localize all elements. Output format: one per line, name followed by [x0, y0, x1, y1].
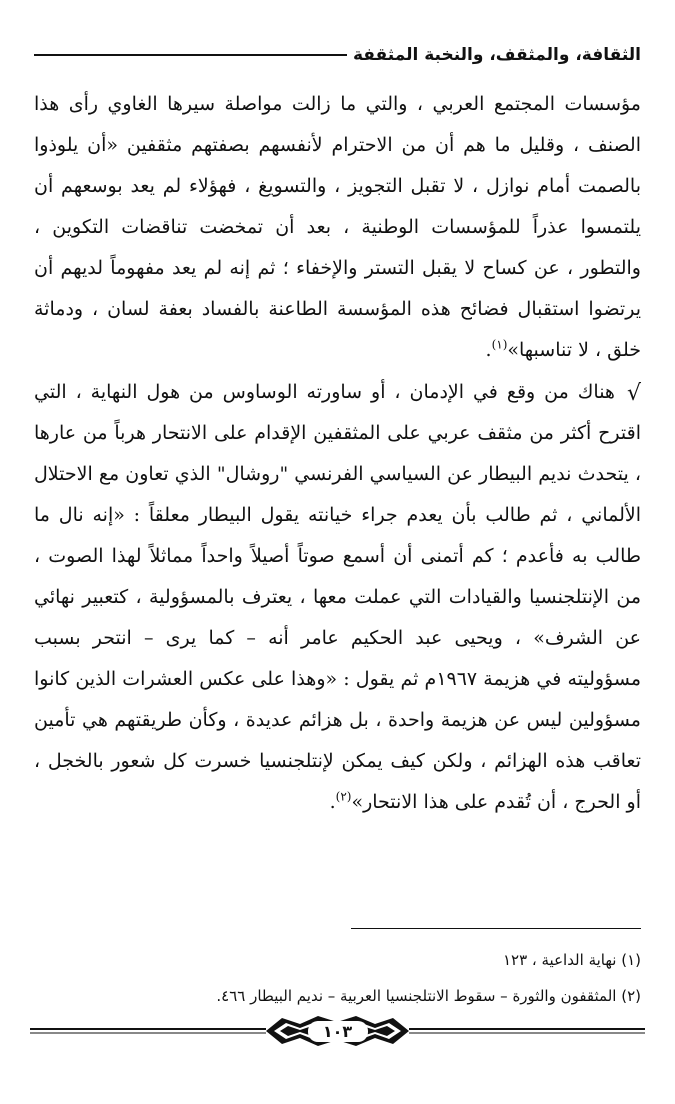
paragraph-end: .: [485, 339, 492, 361]
footnote-separator: [351, 928, 641, 929]
paragraph-1: [34, 84, 641, 371]
paragraph-text: مؤسسات المجتمع العربي ، والتي ما زالت مواصلة سيرها الغاوي رأى هذا الصنف ، وقليل ما هم أن من الاحترام لأنفسهم بصفتهم مثقفين «أن يلوذوا بالصمت أمام نوازل ، لا تقبل التجويز ، والتسويغ ، فهؤلاء لم يعد بوسعهم أن يلتمسوا عذراً للمؤسسات الوطنية ، بعد أن تمخضت تناقضات التكوين ، والتطور ، عن كساح لا يقبل التستر والإخفاء ؛ ثم إنه لم يعد مفهوماً لديهم أن يرتضوا استقبال فضائح هذه المؤسسة الطاعنة بالفساد بعفة لسان ، ودماثة خلق ، لا تناسبها»: [34, 93, 641, 361]
paragraph-text: هناك من وقع في الإدمان ، أو ساورته الوساوس من هول النهاية ، التي اقترح أكثر من مثقف عربي على المثقفين الإقدام على الانتحار هرباً من عارها ، يتحدث نديم البيطار عن السياسي الفرنسي "روشال" الذي تعاون مع الاحتلال الألماني ، ثم طالب بأن يعدم جراء خيانته يقول البيطار معلقاً : «إنه نال ما طالب به فأعدم ؛ كم أتمنى أن أسمع صوتاً أصيلاً واحداً مماثلاً لهذا الصوت ، من الإنتلجنسيا والقيادات التي عملت معها ، يعترف بالمسؤولية ، كتعبير نهائي عن الشرف» ، ويحيى عبد الحكيم عامر أنه – كما يرى – انتحر بسبب مسؤوليته في هزيمة ١٩٦٧م ثم يقول : «وهذا على عكس العشرات الذين كانوا مسؤولين ليس عن هزيمة واحدة ، بل هزائم عديدة ، وكأن طريقتهم هي تأمين تعاقب هذه الهزائم ، ولكن كيف يمكن لإنتلجنسيا خسرت كل شعور بالخجل ، أو الحرج ، أن تُقدم على هذا الانتحار»: [34, 381, 642, 813]
page-footer: [30, 1012, 645, 1056]
check-mark-icon: √: [626, 381, 641, 406]
page-number: ١٠٣: [308, 1021, 368, 1042]
running-header-title: الثقافة، والمثقف، والنخبة المثقفة: [352, 45, 641, 65]
footnote-2: (٢) المثقفون والثورة – سقوط الانتلجنسيا العربية – نديم البيطار ٤٦٦.: [216, 987, 641, 1005]
paragraph-end: .: [329, 791, 336, 813]
header-rule: [34, 54, 347, 56]
paragraph-2: [34, 371, 641, 823]
footnotes: [34, 942, 641, 1014]
footnote-ref-2: (٢): [335, 789, 352, 804]
running-header: [34, 40, 641, 70]
footnote-ref-1: (١): [491, 337, 508, 352]
footnote-1: (١) نهاية الداعية ، ١٢٣: [502, 951, 641, 969]
main-text: [34, 84, 641, 823]
